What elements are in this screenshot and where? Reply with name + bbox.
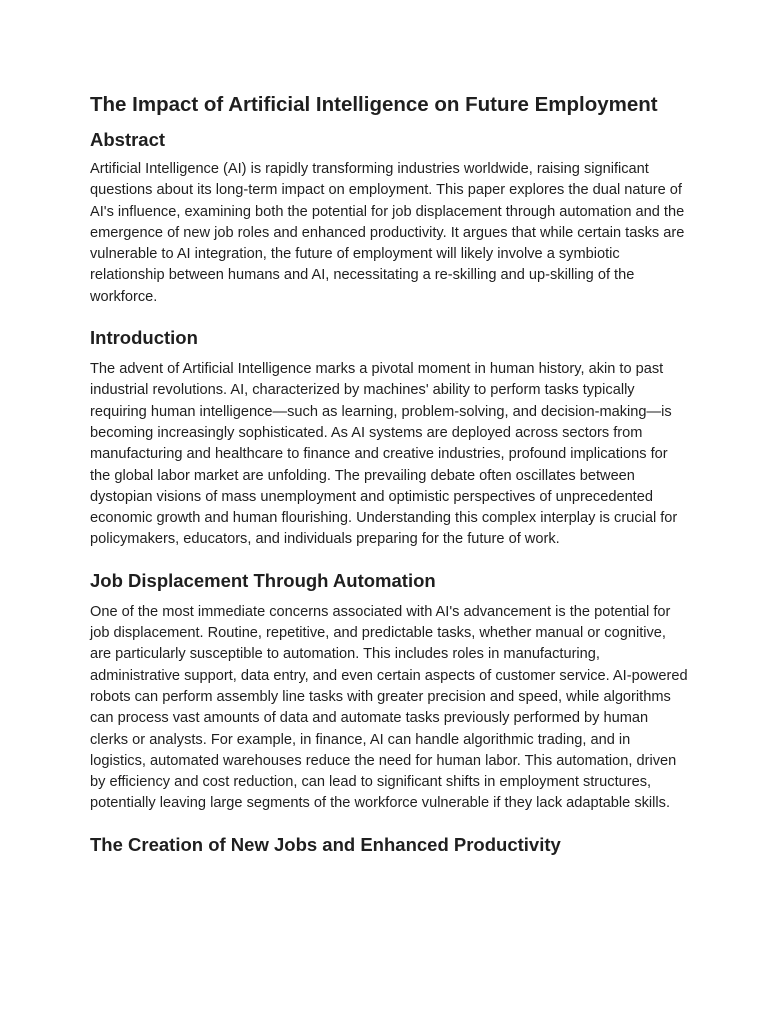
section-heading-abstract: Abstract — [90, 129, 166, 150]
abstract-paragraph: Artificial Intelligence (AI) is rapidly transforming industries worldwide, raising significant questions about its long-term impact on employment. This paper explores the dual nature of AI's influence, examining both the potential for job displacement through automation and the emergence of new job roles and enhanced productivity. It argues that while certain tasks are vulnerable to AI integration, the future of employment will likely involve a symbiotic relationship between humans and AI, necessitating a re-skilling and up-skilling of the workforce. — [90, 161, 685, 305]
section-heading-new-jobs: The Creation of New Jobs and Enhanced Productivity — [90, 833, 561, 855]
job-displacement-paragraph: One of the most immediate concerns associated with AI's advancement is the potential for job displacement. Routine, repetitive, and predictable tasks, whether manual or cognitive, are particularly susceptible to automation. This includes roles in manufacturing, administrative support, data entry, and even certain aspects of customer service. AI-powered robots can perform assembly line tasks with greater precision and speed, while algorithms can process vast amounts of data and automate tasks previously performed by human clerks or analysts. For example, in finance, AI can handle algorithmic trading, and in logistics, automated warehouses reduce the need for human labor. This automation, driven by efficiency and cost reduction, can lead to significant shifts in employment structures, potentially leaving large segments of the workforce vulnerable if they lack adaptable skills. — [90, 603, 688, 812]
document-page — [90, 90, 690, 858]
section-heading-introduction: Introduction — [90, 327, 198, 349]
section-heading-job-displacement: Job Displacement Through Automation — [90, 569, 436, 591]
introduction-paragraph: The advent of Artificial Intelligence marks a pivotal moment in human history, akin to past industrial revolutions. AI, characterized by machines' ability to perform tasks typically requiring human intelligence—such as learning, problem-solving, and decision-making—is becoming increasingly sophisticated. As AI systems are deployed across sectors from manufacturing and healthcare to finance and creative industries, profound implications for the global labor market are unfolding. The prevailing debate often oscillates between dystopian visions of mass unemployment and optimistic perspectives of unprecedented economic growth and human flourishing. Understanding this complex interplay is crucial for policymakers, educators, and individuals preparing for the future of work. — [90, 361, 678, 548]
document-title: The Impact of Artificial Intelligence on Future Employment — [90, 93, 658, 116]
